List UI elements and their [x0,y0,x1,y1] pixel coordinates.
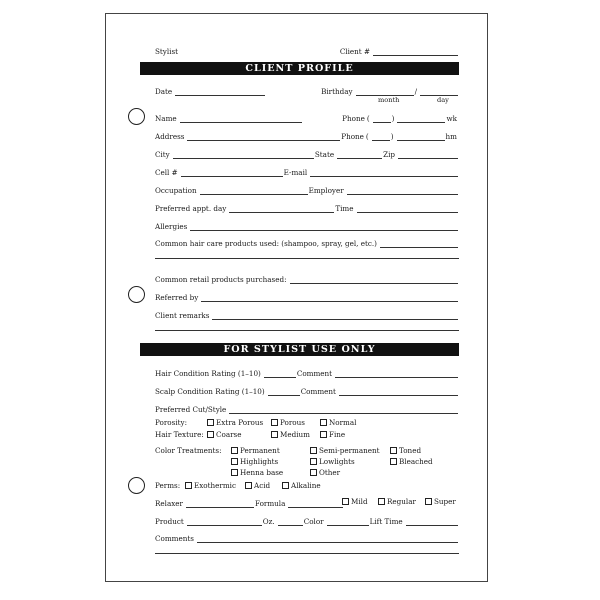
relaxer-regular[interactable]: Regular [378,497,416,506]
checkbox-icon [231,458,238,465]
common-products-field[interactable] [380,240,458,248]
stylist-label: Stylist [155,47,179,56]
birthday-day-field[interactable] [420,88,458,96]
checkbox-icon [390,447,397,454]
relaxer-field[interactable] [186,500,254,508]
checkbox-icon [320,419,327,426]
perms-exothermic[interactable]: Exothermic [185,481,236,490]
time-field[interactable] [357,205,458,213]
referred-by-field[interactable] [201,294,458,302]
checkbox-icon [207,419,214,426]
checkbox-icon [390,458,397,465]
client-number-field[interactable] [373,48,458,56]
hair-condition-row [155,366,459,378]
month-caption: month [378,96,400,104]
cell-field[interactable] [181,169,283,177]
occupation-label: Occupation [155,186,197,195]
header-row [155,44,459,56]
relaxer-label: Relaxer [155,499,183,508]
checkbox-icon [425,498,432,505]
name-field[interactable] [180,115,302,123]
hair-condition-field[interactable] [264,370,296,378]
scalp-comment-field[interactable] [339,388,458,396]
porosity-extra-porous[interactable]: Extra Porous [207,418,263,427]
city-row [155,147,459,159]
relaxer-mild[interactable]: Mild [342,497,368,506]
client-profile-banner: CLIENT PROFILE [140,62,459,75]
email-field[interactable] [310,169,458,177]
checkbox-icon [231,469,238,476]
texture-medium[interactable]: Medium [271,430,310,439]
checkbox-icon [320,431,327,438]
address-row: Address Phone ( ) hm [155,132,457,141]
retail-products-label: Common retail products purchased: [155,275,287,284]
city-label: City [155,150,170,159]
preferred-cut-field[interactable] [229,406,458,414]
lift-time-label: Lift Time [369,517,403,526]
allergies-field[interactable] [190,223,458,231]
checkbox-icon [310,458,317,465]
checkbox-icon [310,447,317,454]
color-highlights[interactable]: Highlights [231,457,278,466]
texture-label: Hair Texture: [155,430,204,439]
product-row [155,514,459,526]
color-bleached[interactable]: Bleached [390,457,433,466]
occupation-row [155,183,459,195]
relaxer-super[interactable]: Super [425,497,456,506]
color-toned[interactable]: Toned [390,446,421,455]
color-label: Color [303,517,324,526]
checkbox-icon [342,498,349,505]
scalp-condition-label: Scalp Condition Rating (1–10) [155,387,265,396]
checkbox-icon [282,482,289,489]
birthday-month-field[interactable] [356,88,414,96]
time-label: Time [335,204,354,213]
hair-comment-field[interactable] [335,370,458,378]
comments-field[interactable] [197,535,458,543]
preferred-day-row [155,201,459,213]
oz-field[interactable] [278,518,303,526]
address-field[interactable] [187,133,340,141]
texture-coarse[interactable]: Coarse [207,430,242,439]
employer-label: Employer [308,186,344,195]
phone-home-field[interactable] [397,133,445,141]
checkbox-icon [310,469,317,476]
color-field[interactable] [327,518,369,526]
checkbox-icon [245,482,252,489]
comments-row [155,531,459,543]
perms-label: Perms: [155,481,181,490]
preferred-cut-label: Preferred Cut/Style [155,405,227,414]
porosity-normal[interactable]: Normal [320,418,356,427]
phone-home-label: Phone [341,132,364,141]
state-field[interactable] [337,151,382,159]
stylist-use-banner: FOR STYLIST USE ONLY [140,343,459,356]
hm-suffix: hm [445,132,457,141]
scalp-comment-label: Comment [300,387,336,396]
birthday-slash: / [414,87,417,96]
day-caption: day [437,96,449,104]
allergies-label: Allergies [155,222,188,231]
phone-work-label: Phone [342,114,365,123]
zip-field[interactable] [398,151,458,159]
birthday-label: Birthday [321,87,353,96]
employer-field[interactable] [347,187,458,195]
zip-label: Zip [383,150,395,159]
checkbox-icon [378,498,385,505]
color-other[interactable]: Other [310,468,340,477]
date-label: Date [155,87,173,96]
email-label: E-mail [283,168,308,177]
color-semi-permanent[interactable]: Semi-permanent [310,446,380,455]
preferred-day-label: Preferred appt. day [155,204,227,213]
common-products-line-2[interactable] [155,258,459,259]
perms-alkaline[interactable]: Alkaline [282,481,321,490]
cell-row [155,165,459,177]
scalp-condition-row [155,384,459,396]
client-remarks-row [155,308,459,320]
comments-line-2[interactable] [155,553,459,554]
checkbox-icon [185,482,192,489]
client-remarks-label: Client remarks [155,311,210,320]
date-field[interactable] [175,88,265,96]
lift-time-field[interactable] [406,518,458,526]
date-birthday-row [155,84,459,96]
porosity-label: Porosity: [155,418,187,427]
client-number-label: Client # [339,47,370,56]
common-products-label: Common hair care products used: (shampoo, spray, gel, etc.) [155,239,377,248]
preferred-day-field[interactable] [229,205,334,213]
perms-acid[interactable]: Acid [245,481,270,490]
occupation-field[interactable] [200,187,308,195]
preferred-cut-row [155,402,459,414]
client-remarks-line-2[interactable] [155,330,459,331]
hair-condition-label: Hair Condition Rating (1–10) [155,369,261,378]
checkbox-icon [271,419,278,426]
checkbox-icon [207,431,214,438]
referred-by-row [155,290,459,302]
name-label: Name [155,114,177,123]
color-permanent[interactable]: Permanent [231,446,280,455]
name-row: Name Phone ( ) wk [155,114,457,123]
client-remarks-field[interactable] [212,312,458,320]
formula-label: Formula [255,499,286,508]
common-products-row [155,236,459,248]
referred-by-label: Referred by [155,293,199,302]
scalp-condition-field[interactable] [268,388,300,396]
cell-label: Cell # [155,168,178,177]
oz-label: Oz. [262,517,275,526]
color-lowlights[interactable]: Lowlights [310,457,355,466]
wk-suffix: wk [446,114,457,123]
formula-field[interactable] [288,500,343,508]
phone-work-field[interactable] [397,115,445,123]
address-label: Address [155,132,185,141]
texture-fine[interactable]: Fine [320,430,345,439]
retail-products-row [155,272,459,284]
state-label: State [314,150,335,159]
binder-hole-top [128,108,145,125]
color-henna-base[interactable]: Henna base [231,468,283,477]
product-field[interactable] [187,518,262,526]
checkbox-icon [231,447,238,454]
phone-home-area-field[interactable] [372,133,390,141]
binder-hole-middle [128,286,145,303]
city-field[interactable] [173,151,314,159]
product-label: Product [155,517,184,526]
checkbox-icon [271,431,278,438]
phone-work-area-field[interactable] [373,115,391,123]
binder-hole-bottom [128,477,145,494]
comments-label: Comments [155,534,194,543]
retail-products-field[interactable] [290,276,459,284]
allergies-row [155,219,459,231]
porosity-porous[interactable]: Porous [271,418,305,427]
color-treatments-label: Color Treatments: [155,446,222,455]
hair-comment-label: Comment [296,369,333,378]
